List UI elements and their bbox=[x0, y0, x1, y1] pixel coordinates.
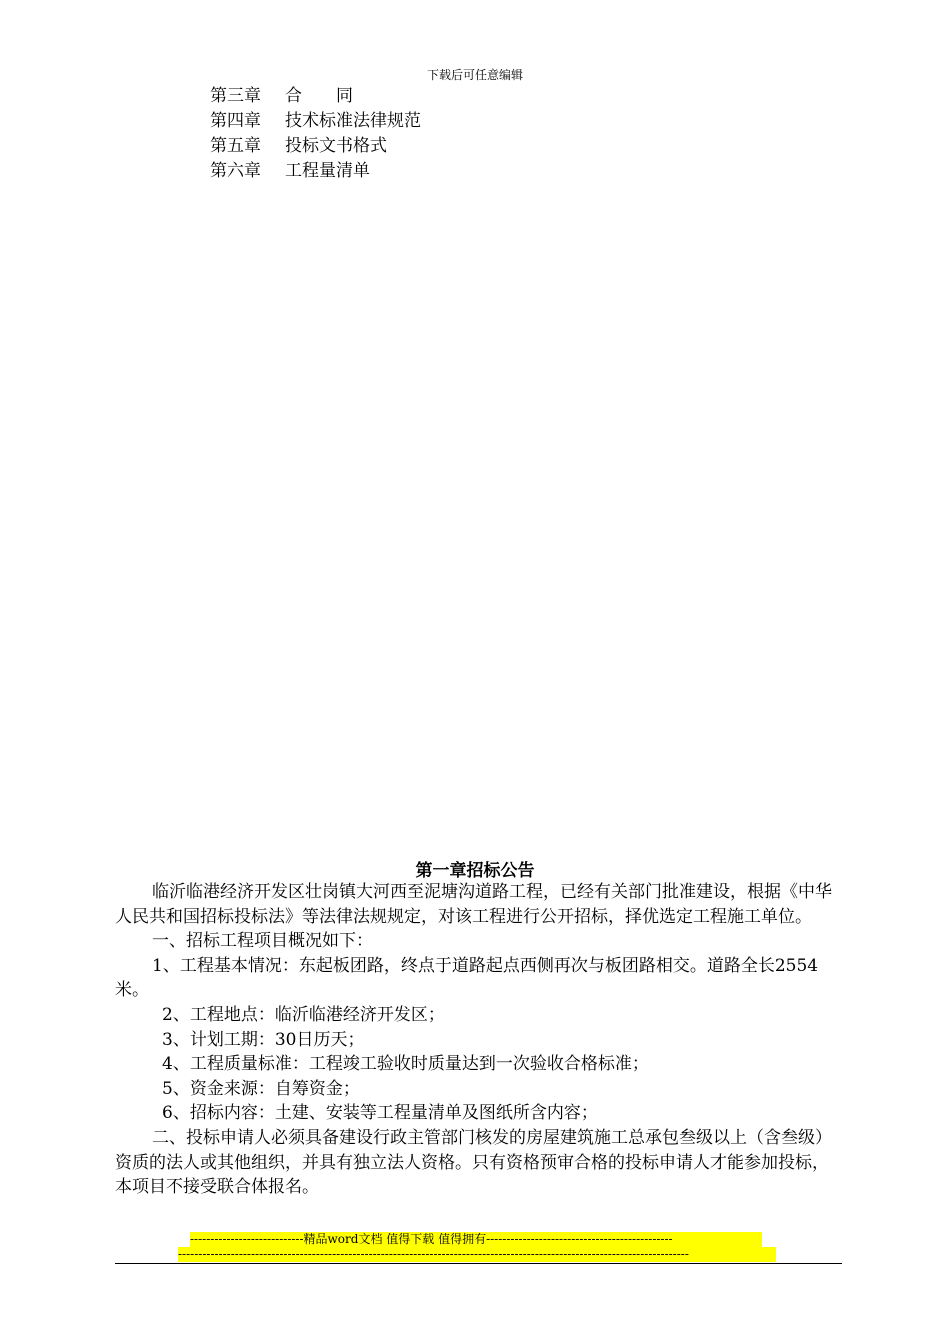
paragraph-item: 2、工程地点：临沂临港经济开发区； bbox=[162, 1004, 445, 1025]
paragraph-item: 4、工程质量标准：工程竣工验收时质量达到一次验收合格标准； bbox=[162, 1054, 649, 1075]
page-header: 下载后可任意编辑 bbox=[426, 68, 523, 82]
toc-chapter-number: 第四章 bbox=[210, 111, 261, 131]
toc-item bbox=[210, 159, 421, 184]
toc-chapter-number: 第六章 bbox=[210, 161, 261, 181]
paragraph-item: 1、工程基本情况：东起板团路，终点于道路起点西侧再次与板团路相交。道路全长2554米。 bbox=[115, 955, 819, 1001]
toc-chapter-title: 技术标准法律规范 bbox=[285, 111, 421, 131]
toc-chapter-number: 第五章 bbox=[210, 136, 261, 156]
toc-chapter-title: 工程量清单 bbox=[285, 161, 370, 181]
toc-chapter-number: 第三章 bbox=[210, 86, 261, 106]
toc-chapter-title: 合 同 bbox=[285, 86, 353, 106]
document-body bbox=[115, 880, 845, 1200]
paragraph-item: 3、计划工期：30日历天； bbox=[162, 1029, 365, 1050]
paragraph-item: 5、资金来源：自筹资金； bbox=[162, 1078, 360, 1099]
footer-banner: ----------------------------精品word文档 值得下载 值得拥有---------------------------------------------- bbox=[190, 1232, 762, 1247]
paragraph-section: 二、投标申请人必须具备建设行政主管部门核发的房屋建筑施工总承包叁级以上（含叁级）资质的法人或其他组织，并具有独立法人资格。只有资格预审合格的投标申请人才能参加投标，本项目不接受联合体报名。 bbox=[115, 1127, 832, 1198]
chapter-title: 第一章招标公告 bbox=[415, 861, 535, 881]
toc-item bbox=[210, 84, 421, 109]
paragraph-item: 6、招标内容：土建、安装等工程量清单及图纸所含内容； bbox=[162, 1103, 598, 1124]
paragraph-intro: 临沂临港经济开发区壮岗镇大河西至泥塘沟道路工程，已经有关部门批准建设，根据《中华人民共和国招标投标法》等法律法规规定，对该工程进行公开招标，择优选定工程施工单位。 bbox=[115, 882, 832, 927]
toc-item bbox=[210, 109, 421, 134]
footer-dash-line: ------------------------------------------------------------------------------------------------------------------------------ bbox=[178, 1247, 776, 1262]
toc-item bbox=[210, 134, 421, 159]
toc-chapter-title: 投标文书格式 bbox=[285, 136, 387, 156]
paragraph-section-heading: 一、招标工程项目概况如下： bbox=[152, 931, 373, 952]
table-of-contents bbox=[210, 84, 421, 184]
footer-divider bbox=[115, 1263, 842, 1264]
